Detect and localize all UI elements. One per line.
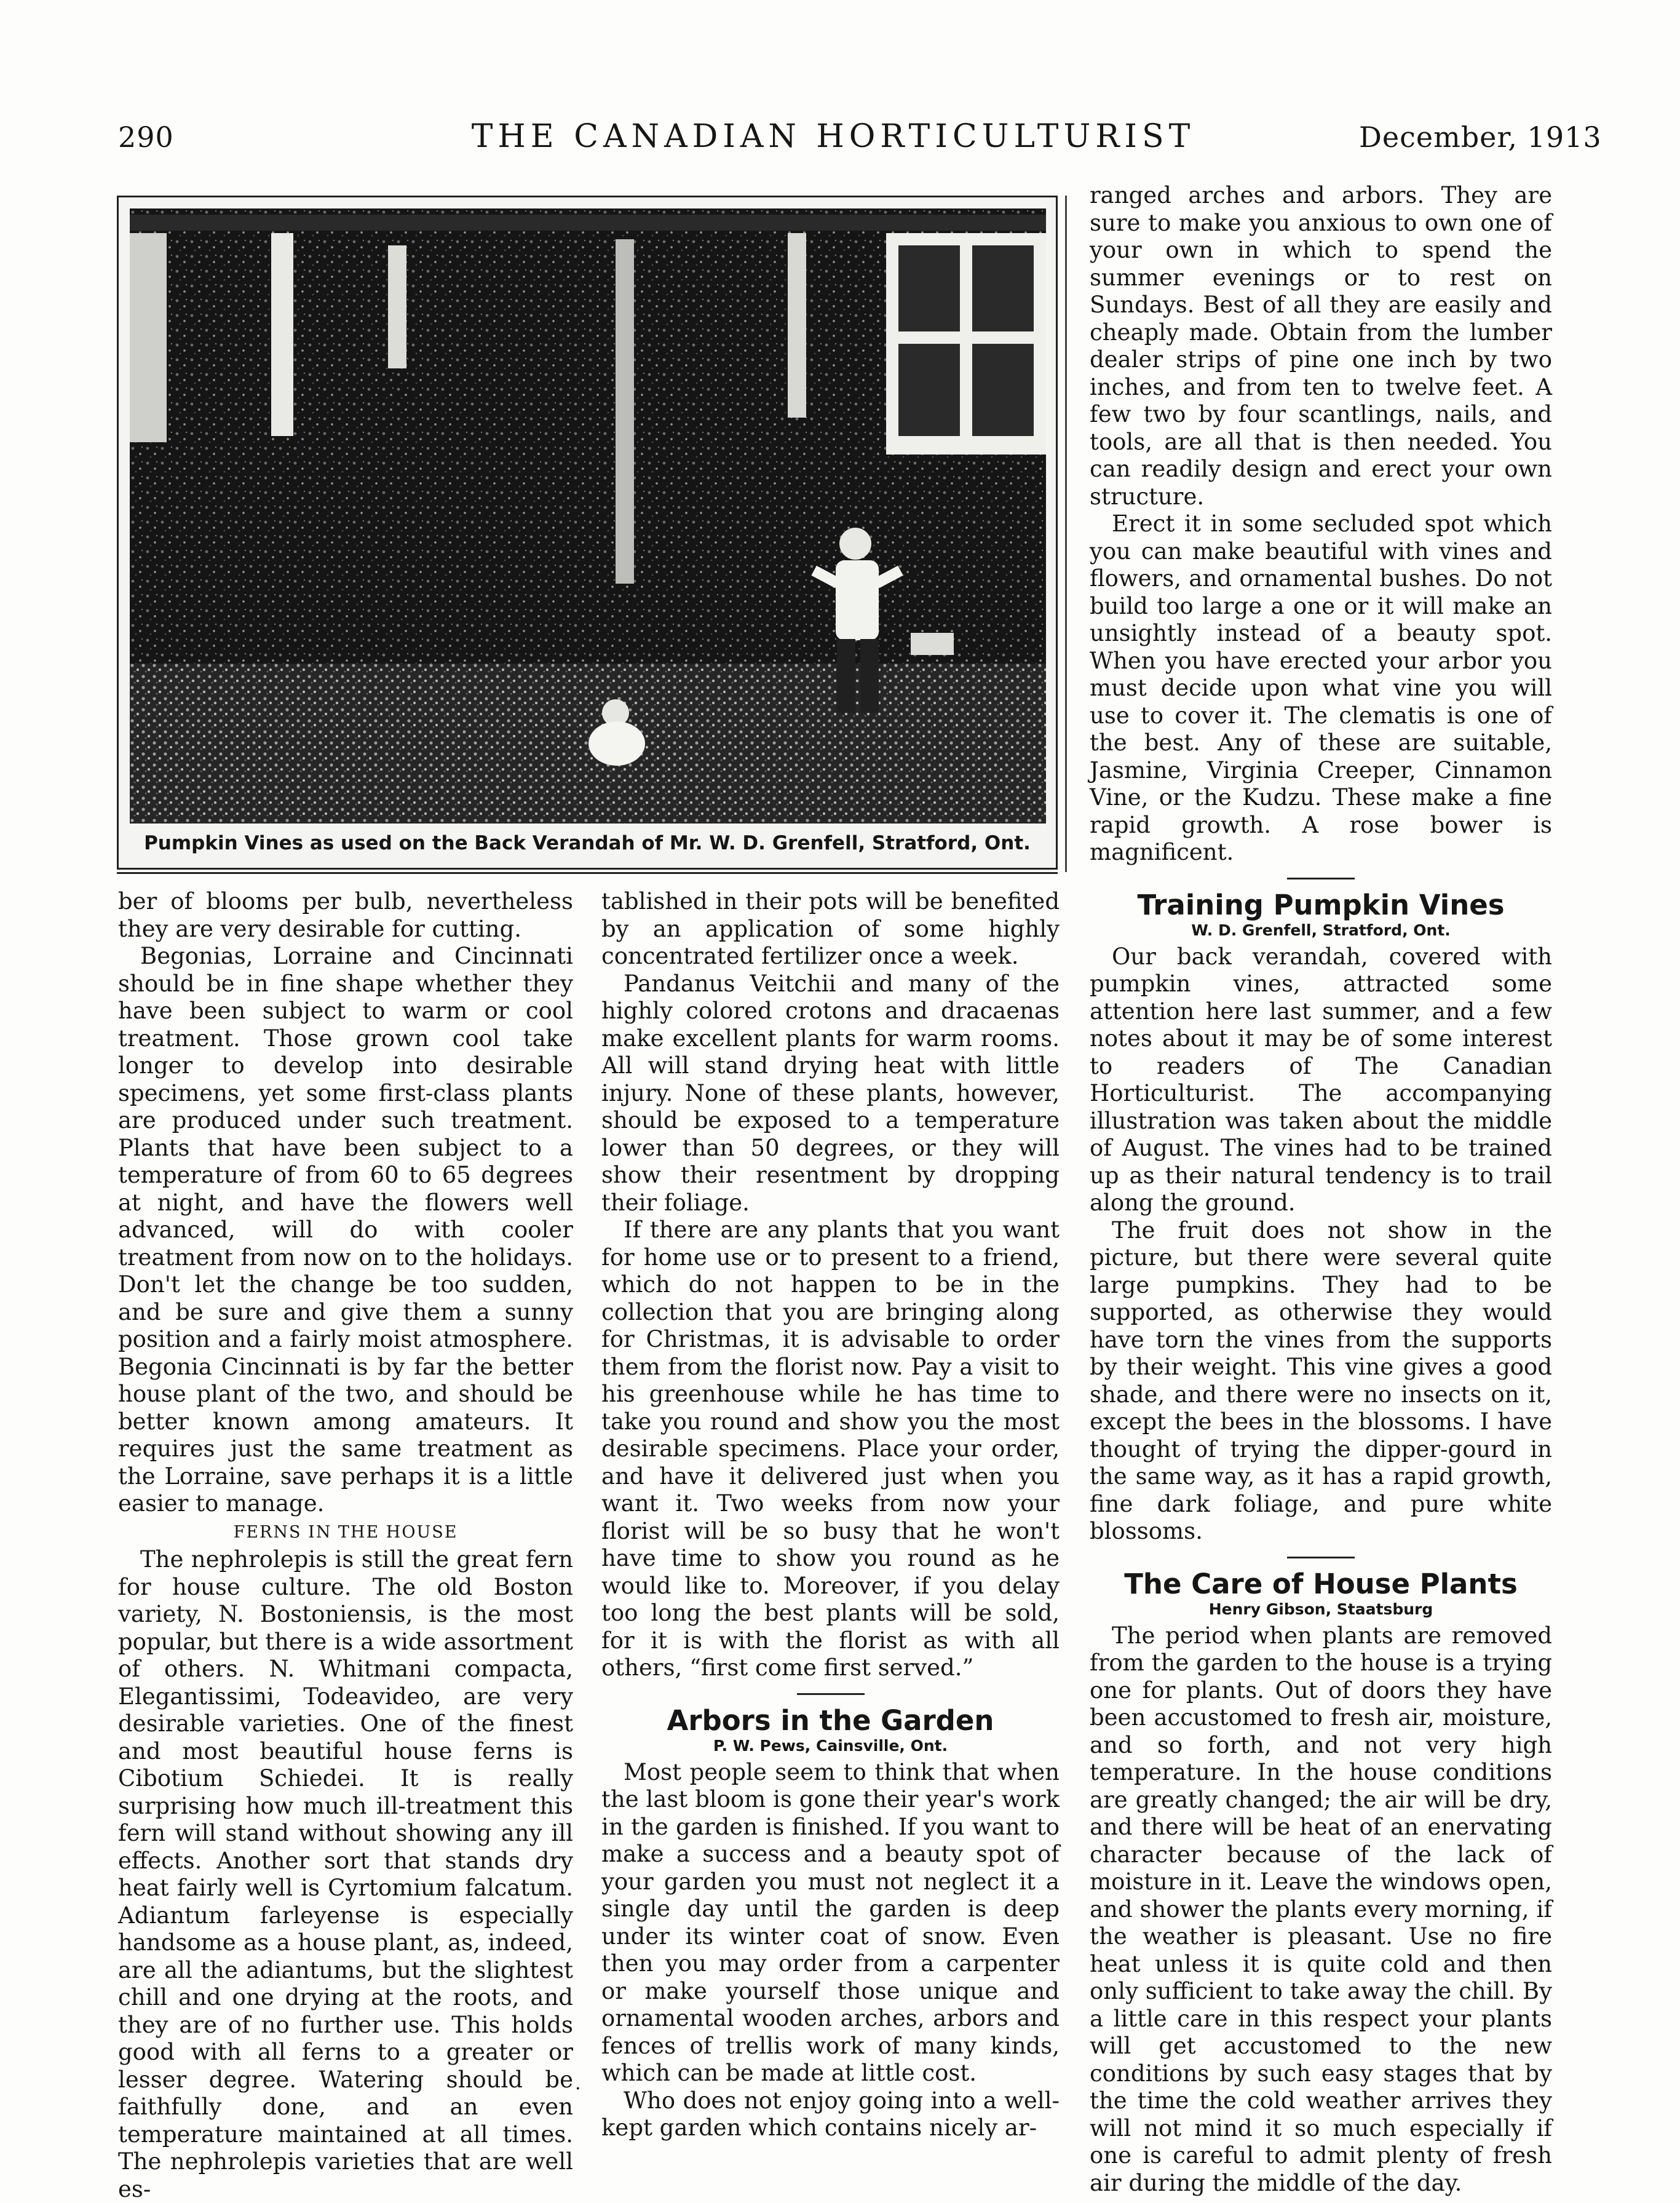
column-1	[118, 888, 573, 2203]
section-subhead: FERNS IN THE HOUSE	[233, 1522, 458, 1542]
divider	[1065, 196, 1067, 872]
article-byline: Henry Gibson, Staatsburg	[1208, 1600, 1433, 1618]
issue-date: December, 1913	[1359, 121, 1602, 154]
paragraph: Pandanus Veitchii and many of the highly colored crotons and dracaenas make excellent plants for warm rooms. All will stand drying heat with little injury. None of these plants, however, should be exposed to a temperature lower than 50 degrees, or they will show their resentment by dropping their foliage.	[601, 970, 1060, 1216]
paragraph: ber of blooms per bulb, nevertheless they are very desirable for cutting.	[118, 888, 573, 942]
paragraph: Most people seem to think that when the last bloom is gone their year's work in the garden is finished. If you want to make a success and a beauty spot of your garden you must not neglect it a single day until the garden is deep under its winter coat of snow. Even then you may order from a carpenter or make yourself those unique and ornamental wooden arches, arbors and fences of trellis work of many kinds, which can be made at little cost.	[601, 1758, 1060, 2086]
paragraph: Who does not enjoy going into a well-kept garden which contains nicely ar-	[601, 2087, 1060, 2141]
paragraph: Begonias, Lorraine and Cincinnati should be in fine shape whether they have been subject to warm or cool treatment. Those grown cool take longer to develop into desirable specimens, yet some first-class plants are produced under such treatment. Plants that have been subject to a temperature of from 60 to 65 degrees at night, and have the flowers well advanced, will do with cooler treatment from now on to the holidays. Don't let the change be too sudden, and be sure and give them a sunny position and a fairly moist atmosphere. Begonia Cincinnati is by far the better house plant of the two, and should be better known among amateurs. It requires just the same treatment as the Lorraine, save perhaps it is a little easier to manage.	[118, 943, 573, 1517]
divider	[797, 1693, 865, 1695]
paragraph: tablished in their pots will be benefited by an application of some highly concentrated fertilizer once a week.	[601, 888, 1060, 969]
article-title: Arbors in the Garden	[667, 1704, 994, 1737]
paragraph: Our back verandah, covered with pumpkin vines, attracted some attention here last summer, and a few notes about it may be of some interest to readers of The Canadian Horticulturist. The accompanying illustration was taken about the middle of August. The vines had to be trained up as their natural tendency is to trail along the ground.	[1090, 943, 1552, 1216]
divider	[117, 872, 1058, 874]
paragraph: Erect it in some secluded spot which you can make beautiful with vines and flowers, and ornamental bushes. Do not build too large a one or it will make an unsightly instead of a beauty spot. When you have erected your arbor you must decide upon what vine you will use to cover it. The clematis is one of the best. Any of these are suitable, Jasmine, Virginia Creeper, Cinnamon Vine, or the Kudzu. These make a fine rapid growth. A rose bower is magnificent.	[1090, 510, 1552, 865]
article-byline: W. D. Grenfell, Stratford, Ont.	[1191, 921, 1451, 939]
publication-title: THE CANADIAN HORTICULTURIST	[471, 118, 1195, 155]
paragraph: The nephrolepis is still the great fern for house culture. The old Boston variety, N. Bostoniensis, is the most popular, but there is a wide assortment of others. N. Whitmani compacta, Elegantissimi, Todeavideo, are very desirable varieties. One of the finest and most beautiful house ferns is Cibotium Schiedei. It is really surprising how much ill-treatment this fern will stand without showing any ill effects. Another sort that stands dry heat fairly well is Cyrtomium falcatum. Adiantum farleyense is especially handsome as a house plant, as, indeed, are all the adiantums, but the slightest chill and one drying at the roots, and they are of no further use. This holds good with all ferns to a greater or lesser degree. Watering should be faithfully done, and an even temperature maintained at all times. The nephrolepis varieties that are well es-	[118, 1546, 573, 2202]
paragraph: If there are any plants that you want for home use or to present to a friend, which do not happen to be in the collection that you are bringing along for Christmas, it is advisable to order them from the florist now. Pay a visit to his greenhouse while he has time to take you round and show you the most desirable specimens. Place your order, and have it delivered just when you want it. Two weeks from now your florist will be so busy that he won't have time to show you round as he would like to. Moreover, if you delay too long the best plants will be sold, for it is with the florist as with all others, “first come first served.”	[601, 1217, 1060, 1681]
article-byline: P. W. Pews, Cainsville, Ont.	[713, 1736, 948, 1755]
paragraph: ranged arches and arbors. They are sure to make you anxious to own one of your own in which to spend the summer evenings or to rest on Sundays. Best of all they are easily and cheaply made. Obtain from the lumber dealer strips of pine one inch by two inches, and from ten to twelve feet. A few two by four scantlings, nails, and tools, are all that is then needed. You can readily design and erect your own structure.	[1090, 182, 1552, 510]
photo-figure	[117, 196, 1058, 870]
article-title: Training Pumpkin Vines	[1137, 888, 1505, 921]
page-number: 290	[118, 121, 174, 154]
pumpkin-vines-photo	[130, 208, 1046, 824]
divider	[1287, 1557, 1355, 1558]
divider	[1287, 878, 1355, 879]
paragraph: The period when plants are removed from the garden to the house is a trying one for plants. Out of doors they have been accustomed to fresh air, moisture, and so forth, and not very high temperature. In the house conditions are greatly changed; the air will be dry, and there will be heat of an enervating character because of the lack of moisture in it. Leave the windows open, and shower the plants every morning, if the weather is pleasant. Use no fire heat unless it is quite cold and then only sufficient to take away the chill. By a little care in this respect your plants will get accustomed to the new conditions by such easy stages that by the time the cold weather arrives they will not mind it so much especially if one is careful to admit plenty of fresh air during the middle of the day.	[1090, 1622, 1552, 2196]
article-title: The Care of House Plants	[1124, 1567, 1518, 1600]
column-2	[601, 888, 1060, 2142]
page-mark: .	[575, 2073, 581, 2094]
paragraph: The fruit does not show in the picture, but there were several quite large pumpkins. They had to be supported, as otherwise they would have torn the vines from the supports by their weight. This vine gives a good shade, and there were no insects on it, except the bees in the blossoms. I have thought of trying the dipper-gourd in the same way, as it has a rapid growth, fine dark foliage, and pure white blossoms.	[1090, 1217, 1552, 1544]
photo-caption: Pumpkin Vines as used on the Back Verandah of Mr. W. D. Grenfell, Stratford, Ont.	[144, 832, 1031, 854]
column-3	[1090, 182, 1552, 2197]
